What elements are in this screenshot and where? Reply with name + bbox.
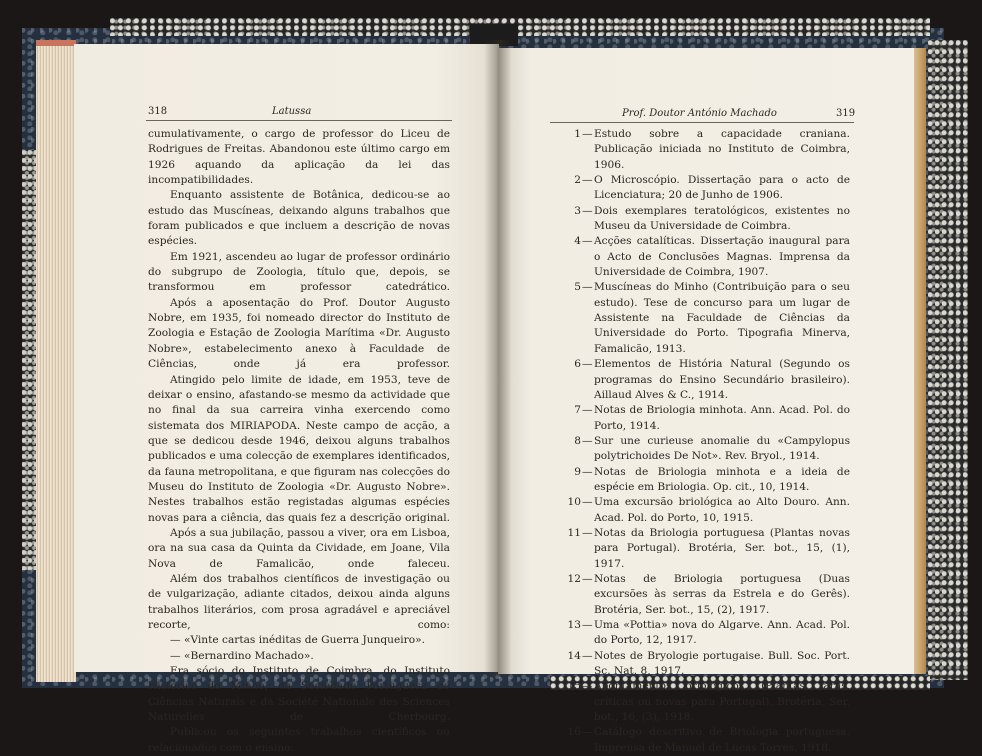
em-dash: —	[582, 465, 593, 478]
list-item	[560, 649, 850, 680]
item-number: 12	[567, 572, 581, 585]
list-item	[560, 434, 850, 465]
item-text: Notas de Briologia portuguesa (Duas excursões às serras da Estrela e do Gerês). Brotéria, Ser. bot., 15, (2), 1917.	[594, 572, 850, 616]
paragraph: Enquanto assistente de Botânica, dedicou-se ao estudo das Muscíneas, deixando alguns trabalhos que foram publicados e que incluem a descrição de novas espécies.	[148, 189, 450, 248]
paragraph: Além dos trabalhos científicos de investigação ou de vulgarização, adiante citados, deixou ainda alguns trabalhos literários, com prosa agradável e apreciável recorte, como:	[148, 572, 450, 631]
left-running-head: Latussa	[272, 106, 312, 117]
right-page-number: 319	[836, 108, 856, 119]
item-text: Notas da Briologia portuguesa (Plantas novas para Portugal). Brotéria, Ser. bot., 15, (1), 1917.	[594, 526, 850, 570]
paragraph: Em 1921, ascendeu ao lugar de professor ordinário do subgrupo de Zoologia, título que, depois, se transformou em professor catedrático.	[148, 250, 450, 294]
marbled-endpaper-top	[110, 18, 930, 36]
item-text: Notas de Briologia minhota. Ann. Acad. Pol. do Porto, 1914.	[594, 404, 850, 432]
list-item	[560, 618, 850, 649]
item-number: 1	[574, 128, 581, 140]
em-dash: —	[582, 572, 593, 585]
list-item	[560, 526, 850, 572]
em-dash: —	[582, 526, 593, 539]
page-block-edge-right	[912, 48, 926, 674]
item-number: 6	[574, 358, 581, 371]
em-dash: —	[582, 404, 593, 417]
em-dash: —	[582, 174, 593, 187]
left-page-number: 318	[148, 106, 168, 117]
em-dash: —	[582, 235, 593, 248]
dash-item: — «Bernardino Machado».	[170, 649, 314, 662]
item-number: 16	[567, 726, 581, 739]
item-text: Muscíneas do Minho (Contribuição para o seu estudo). Tese de concurso para um lugar de Assistente na Faculdade de Ciências da Universidade do Porto. Tipografia Minerva, Famalicão, 1913.	[594, 281, 850, 355]
item-text: Estudo sobre a capacidade craniana. Publicação iniciada no Instituto de Coimbra, 1906.	[594, 128, 850, 171]
item-text: Elementos de História Natural (Segundo os programas do Ensino Secundário brasileiro). Aillaud Alves & C., 1914.	[594, 358, 850, 401]
list-item	[560, 173, 850, 204]
list-item	[560, 572, 850, 618]
item-text: Sur une curieuse anomalie du «Campylopus polytrichoides De Not». Rev. Bryol., 1914.	[594, 434, 850, 463]
em-dash: —	[582, 281, 593, 294]
em-dash: —	[582, 619, 593, 631]
item-number: 8	[574, 434, 581, 447]
em-dash: —	[582, 649, 593, 662]
item-number: 3	[574, 204, 581, 217]
list-item	[560, 679, 850, 725]
item-number: 13	[567, 619, 581, 631]
item-number: 15	[567, 680, 581, 693]
em-dash: —	[582, 680, 593, 693]
dash-item: — «Vinte cartas inéditas de Guerra Junqueiro».	[170, 634, 425, 647]
list-item	[560, 725, 850, 756]
item-number: 5	[574, 281, 581, 294]
paragraph: Após a aposentação do Prof. Doutor Augusto Nobre, em 1935, foi nomeado director do Instituto de Zoologia e Estação de Zoologia Marítima «Dr. Augusto Nobre», estabelecimento anexo à Faculdade de Ciências, onde já era professor.	[148, 296, 450, 371]
item-text: Uma «Pottia» nova do Algarve. Ann. Acad. Pol. do Porto, 12, 1917.	[594, 619, 850, 647]
item-number: 10	[567, 496, 581, 509]
left-header-rule	[146, 120, 452, 121]
item-number: 4	[574, 235, 581, 248]
marbled-endpaper-right	[928, 40, 968, 680]
item-text: O Microscópio. Dissertação para o acto de Licenciatura; 20 de Junho de 1906.	[594, 174, 850, 202]
item-number: 7	[574, 404, 581, 417]
item-number: 2	[574, 174, 581, 187]
list-item	[560, 465, 850, 496]
list-item	[560, 234, 850, 280]
paragraph: Era sócio do Instituto de Coimbra, do Instituto Histórico do Minho, da Sociedade Portuguesa de Ciências Naturais e da Société Nationale des Sciences Naturelles de Cherbourg.	[148, 665, 450, 724]
publication-list	[560, 127, 850, 756]
paragraph: cumulativamente, o cargo de professor do Liceu de Rodrigues de Freitas. Abandonou este último cargo em 1926 aquando da aplicação da lei das incompatibilidades.	[148, 128, 450, 187]
list-item	[560, 403, 850, 434]
item-text: Uma excursão briológica ao Alto Douro. Ann. Acad. Pol. do Porto, 10, 1915.	[594, 496, 850, 524]
list-item	[560, 127, 850, 173]
item-text: Notas de Briologia minhota e a ideia de espécie em Briologia. Op. cit., 10, 1914.	[594, 465, 850, 493]
em-dash: —	[582, 434, 593, 447]
em-dash: —	[582, 726, 593, 739]
em-dash: —	[582, 204, 593, 217]
paragraph: Atingido pelo limite de idade, em 1953, teve de deixar o ensino, afastando-se mesmo da actividade que no final da sua carreira vinha exercendo como sistemata dos MIRIAPODA. Neste campo de acção, a que se dedicou desde 1946, deixou alguns trabalhos publicados e uma colecção de exemplares identificados, da fauna metropolitana, e que figuram nas colecções do Museu do Instituto de Zoologia «Dr. Augusto Nobre». Nestes trabalhos estão registadas algumas espécies novas para a ciência, das quais fez a descrição original.	[148, 373, 450, 524]
item-number: 9	[574, 465, 581, 478]
item-text: Notes de Bryologie portugaise. Bull. Soc. Port. Sc. Nat. 8, 1917.	[594, 649, 850, 678]
item-text: Dois exemplares teratológicos, existentes no Museu da Universidade de Coimbra.	[594, 204, 850, 233]
book-gutter	[484, 40, 512, 676]
right-running-head: Prof. Doutor António Machado	[622, 108, 777, 119]
right-header-rule	[550, 122, 854, 123]
list-item	[560, 357, 850, 403]
list-item	[560, 204, 850, 235]
em-dash: —	[582, 496, 593, 509]
paragraph: Publicou os seguintes trabalhos científicos ou relacionados com o ensino:	[148, 726, 450, 754]
em-dash: —	[582, 128, 593, 140]
item-text: Apontamentos briológicos. (Plantas raras, críticas ou novas para Portugal). Brotéria, Ser. bot., 16, (3), 1918.	[594, 680, 850, 724]
item-number: 14	[567, 649, 581, 662]
item-text: Catálogo descritivo de Briologia portuguesa. Imprensa de Manuel de Lucas Torres, 1918.	[594, 726, 850, 754]
em-dash: —	[582, 358, 593, 371]
list-item	[560, 495, 850, 526]
list-item	[560, 280, 850, 357]
item-text: Acções catalíticas. Dissertação inaugural para o Acto de Conclusões Magnas. Imprensa da Universidade de Coimbra, 1907.	[594, 235, 850, 279]
paragraph: Após a sua jubilação, passou a viver, ora em Lisboa, ora na sua casa da Quinta da Cividade, em Joane, Vila Nova de Famalicão, onde faleceu.	[148, 526, 450, 570]
item-number: 11	[567, 526, 581, 539]
left-body-text	[148, 127, 450, 756]
page-block-edge-left	[36, 40, 76, 682]
